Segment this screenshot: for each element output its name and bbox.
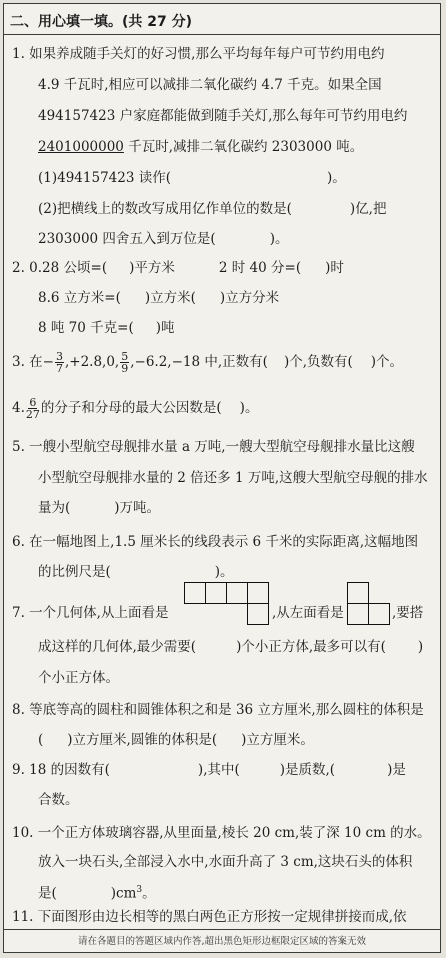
q7-text: )个小正方体,最多可以有( [236,639,386,655]
q2-line-1 [12,259,344,277]
q5-text: 量为( [38,500,71,516]
q3-text: 3. 在− [12,354,54,370]
footer-notice: 请在各题目的答题区域内作答,超出黑色矩形边框限定区域的答案无效 [77,936,367,947]
left-view-cell [368,603,390,625]
q1-line-1: 1. 如果养成随手关灯的好习惯,那么平均每年每户可节约用电约 [12,46,385,62]
q5-line-1: 5. 一艘小型航空母舰排水量 a 万吨,一艘大型航空母舰排水量比这艘 [12,439,415,455]
q2-text: 2 时 40 分=( [218,260,302,276]
q3-text: )个,负数有( [283,354,353,370]
q9-text: ),其中( [197,762,240,778]
q6-text: )。 [214,564,234,580]
q3-text: ,+2.8,0, [64,354,120,370]
section-title: 二、用心填一填。(共 27 分) [10,14,193,30]
q1-part-1 [38,169,346,187]
top-view-cell [226,582,248,604]
q8-line-1: 8. 等底等高的圆柱和圆锥体积之和是 36 立方厘米,那么圆柱的体积是 [12,702,424,718]
q9-text: )是 [387,762,406,778]
q7-line-3: 个小正方体。 [38,670,119,686]
q1-part-2-text: (2)把横线上的数改写成用亿作单位的数是( [38,201,292,217]
title-divider [4,34,440,35]
q2-text: )立方米( [144,290,196,306]
q8-text: )立方厘米。 [241,732,314,748]
q4-line [12,397,258,420]
q1-part-3-text: 2303000 四舍五入到万位是( [38,231,216,247]
q1-part-3 [38,230,288,248]
q7-text: ) [417,639,424,655]
q1-part-3-end: )。 [269,231,289,247]
q10-text: )cm [110,885,137,902]
q2-text: 8 吨 70 千克=( [38,320,134,336]
q2-line-3 [38,319,175,337]
top-view-cell [247,582,269,604]
q2-text: 2. 0.28 公顷=( [12,260,108,276]
fraction-denominator: 27 [25,408,40,421]
q2-line-2 [38,289,279,307]
q2-text: )吨 [155,320,175,336]
q9-line-2: 合数。 [38,792,79,808]
q2-text: )时 [325,260,344,276]
q8-line-2 [38,731,314,749]
q1-line-3: 494157423 户家庭都能做到随手关灯,那么每年可节约用电约 [38,108,408,124]
q9-line-1 [12,761,406,779]
q7-line-1c: ,要搭 [392,605,424,621]
q5-line-3 [38,499,160,517]
q9-text: 9. 18 的因数有( [12,762,110,778]
underlined-number: 2401000000 [38,139,124,155]
q1-part-1-text: (1)494157423 读作( [38,170,171,186]
q10-text: 。 [142,885,156,902]
q1-line-4 [38,138,363,156]
q3-text: )个。 [370,354,404,370]
q1-line-4-rest: 千瓦时,减排二氧化碳约 2303000 吨。 [123,139,364,155]
fraction [26,397,40,420]
q1-line-2: 4.9 千瓦时,相应可以减排二氧化碳约 4.7 千克。如果全国 [38,77,382,93]
fraction-numerator: 3 [55,350,63,363]
q2-text: )平方米 [129,260,175,276]
fraction-numerator: 6 [29,396,37,409]
q1-part-1-end: )。 [326,170,346,186]
q7-text: 成这样的几何体,最少需要( [38,639,197,655]
q11-line-1: 11. 下面图形由边长相等的黑白两色正方形按一定规律拼接而成,依 [12,909,407,925]
q2-text: 8.6 立方米=( [38,290,121,306]
fraction-denominator: 7 [55,362,63,375]
top-view-figure [184,582,272,624]
fraction [120,351,129,374]
answer-sheet [3,3,441,953]
footer-divider [4,929,440,930]
q3-text: ,−6.2,−18 中,正数有( [130,354,268,370]
left-view-cell [347,582,369,604]
top-view-cell [205,582,227,604]
q4-text: )。 [239,400,259,416]
q2-text: )立方分米 [219,290,280,306]
q6-line-1: 6. 在一幅地图上,1.5 厘米长的线段表示 6 千米的实际距离,这幅地图 [12,534,419,550]
q10-line-1: 10. 一个正方体玻璃容器,从里面量,棱长 20 cm,装了深 10 cm 的水。 [12,825,431,841]
fraction [55,351,64,374]
q6-line-2 [38,563,234,581]
q10-line-3 [38,881,156,903]
q6-text: 的比例尺是( [38,564,111,580]
q1-part-2 [38,200,386,218]
q5-text: )万吨。 [114,500,161,516]
left-view-figure [347,582,391,626]
q7-line-2 [38,638,423,656]
left-view-cell [347,603,369,625]
q4-text: 的分子和分母的最大公因数是( [40,400,222,416]
q9-text: )是质数,( [279,762,336,778]
top-view-cell [247,603,269,625]
q4-text: 4. [12,400,25,416]
q8-text: ( [38,732,44,748]
q3-line [12,351,403,374]
q8-text: )立方厘米,圆锥的体积是( [67,732,218,748]
q10-superscript: 3 [136,885,143,895]
q10-text: 是( [38,885,57,902]
top-view-cell [184,582,206,604]
q10-line-2: 放入一块石头,全部浸入水中,水面升高了 3 cm,这块石头的体积 [38,854,413,870]
q7-line-1b: ,从左面看是 [272,605,344,621]
q7-line-1a: 7. 一个几何体,从上面看是 [12,605,169,621]
fraction-numerator: 5 [121,350,129,363]
fraction-denominator: 9 [121,362,129,375]
q5-line-2: 小型航空母舰排水量的 2 倍还多 1 万吨,这艘大型航空母舰的排水 [38,470,428,486]
q1-part-2-mid: )亿,把 [349,201,387,217]
